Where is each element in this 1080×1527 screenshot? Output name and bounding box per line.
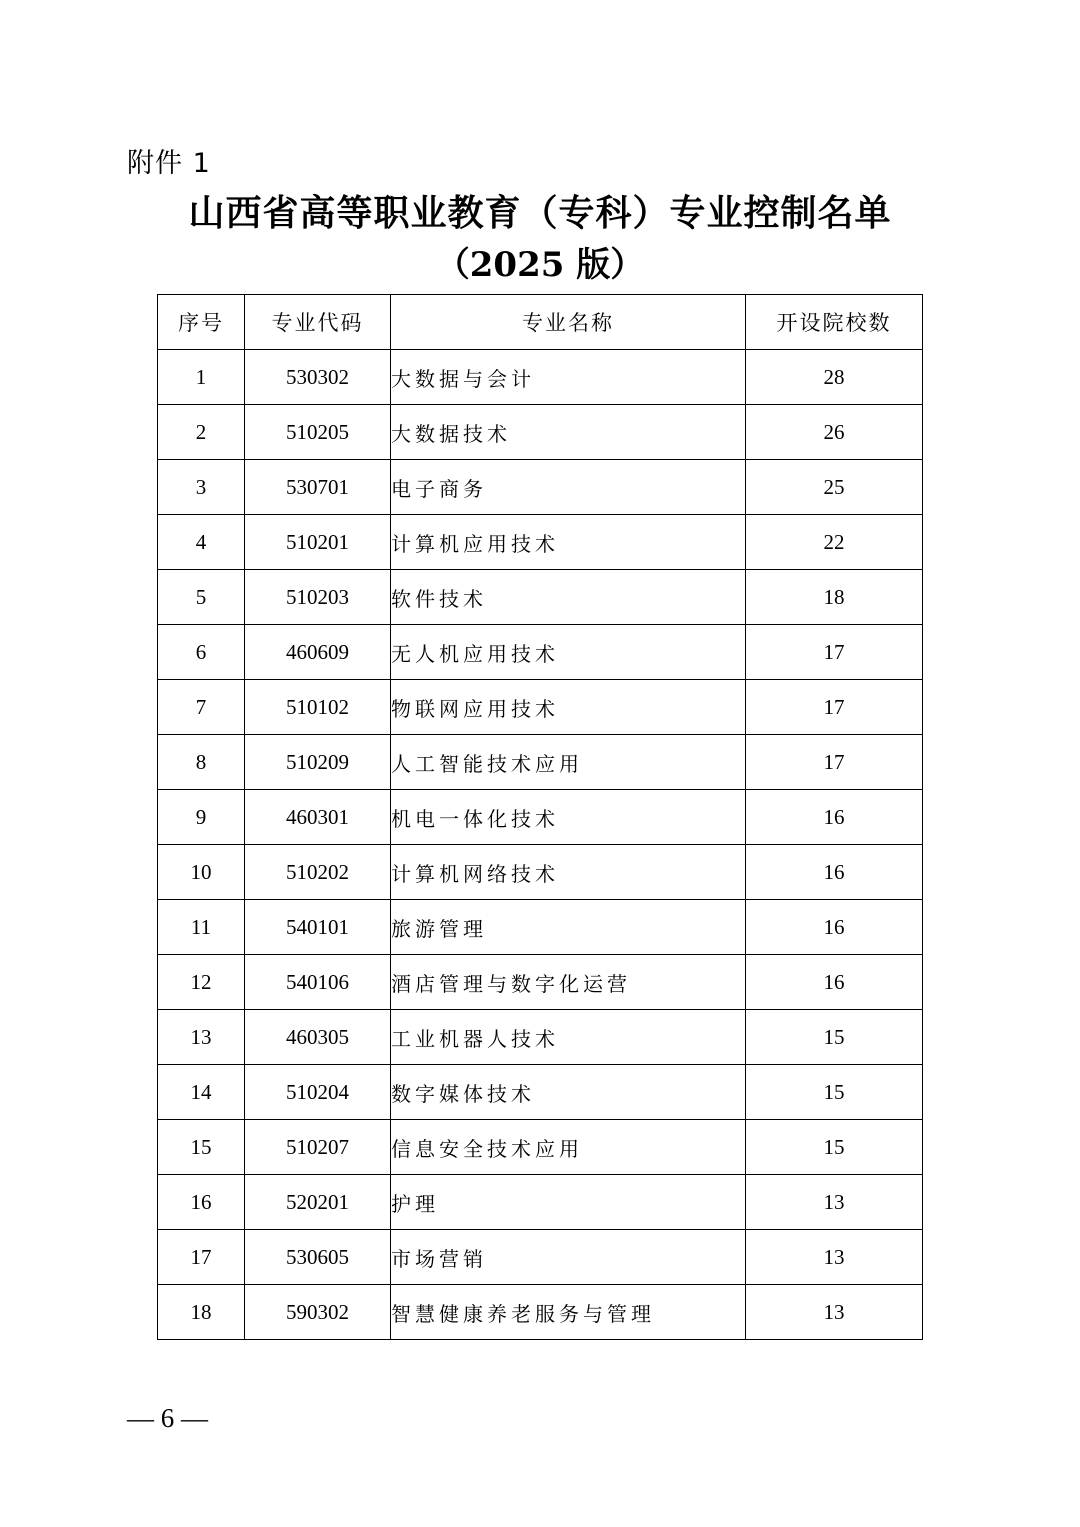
row-name: 物联网应用技术 (391, 680, 746, 735)
row-count: 17 (746, 735, 923, 790)
row-count: 15 (746, 1065, 923, 1120)
row-index: 5 (158, 570, 245, 625)
row-count: 28 (746, 350, 923, 405)
row-code: 530302 (245, 350, 391, 405)
header-index: 序号 (158, 295, 245, 350)
row-name: 计算机网络技术 (391, 845, 746, 900)
row-count: 13 (746, 1175, 923, 1230)
row-index: 3 (158, 460, 245, 515)
row-code: 460301 (245, 790, 391, 845)
row-name: 人工智能技术应用 (391, 735, 746, 790)
row-index: 16 (158, 1175, 245, 1230)
row-index: 8 (158, 735, 245, 790)
row-count: 25 (746, 460, 923, 515)
row-name: 无人机应用技术 (391, 625, 746, 680)
attachment-label: 附件 1 (127, 148, 211, 179)
table-row (158, 790, 923, 845)
table-row (158, 1010, 923, 1065)
page-number: — 6 — (127, 1403, 208, 1433)
row-name: 数字媒体技术 (391, 1065, 746, 1120)
row-index: 15 (158, 1120, 245, 1175)
table-row (158, 570, 923, 625)
row-count: 17 (746, 625, 923, 680)
table-row (158, 515, 923, 570)
row-name: 市场营销 (391, 1230, 746, 1285)
row-count: 16 (746, 955, 923, 1010)
row-index: 12 (158, 955, 245, 1010)
row-index: 14 (158, 1065, 245, 1120)
table-row (158, 845, 923, 900)
row-name: 机电一体化技术 (391, 790, 746, 845)
row-count: 16 (746, 845, 923, 900)
row-count: 15 (746, 1010, 923, 1065)
table-header-row (158, 295, 923, 350)
row-name: 智慧健康养老服务与管理 (391, 1285, 746, 1340)
row-index: 1 (158, 350, 245, 405)
row-name: 大数据与会计 (391, 350, 746, 405)
row-code: 540101 (245, 900, 391, 955)
row-code: 510209 (245, 735, 391, 790)
row-name: 大数据技术 (391, 405, 746, 460)
row-count: 22 (746, 515, 923, 570)
header-count: 开设院校数 (746, 295, 923, 350)
row-name: 软件技术 (391, 570, 746, 625)
document-title: 山西省高等职业教育（专科）专业控制名单 (188, 192, 892, 234)
row-count: 17 (746, 680, 923, 735)
table-row (158, 350, 923, 405)
header-code: 专业代码 (245, 295, 391, 350)
row-code: 510202 (245, 845, 391, 900)
table-row (158, 900, 923, 955)
table-row (158, 1230, 923, 1285)
row-name: 信息安全技术应用 (391, 1120, 746, 1175)
table-body (158, 350, 923, 1340)
table-row (158, 680, 923, 735)
row-index: 9 (158, 790, 245, 845)
row-count: 26 (746, 405, 923, 460)
row-name: 酒店管理与数字化运营 (391, 955, 746, 1010)
row-name: 计算机应用技术 (391, 515, 746, 570)
row-index: 4 (158, 515, 245, 570)
row-index: 13 (158, 1010, 245, 1065)
row-count: 13 (746, 1285, 923, 1340)
row-code: 540106 (245, 955, 391, 1010)
table-row (158, 1285, 923, 1340)
table-row (158, 1120, 923, 1175)
row-index: 7 (158, 680, 245, 735)
row-count: 13 (746, 1230, 923, 1285)
table-row (158, 625, 923, 680)
row-code: 510205 (245, 405, 391, 460)
table-row (158, 735, 923, 790)
row-count: 15 (746, 1120, 923, 1175)
row-index: 17 (158, 1230, 245, 1285)
major-control-table (157, 294, 923, 1340)
table-row (158, 1175, 923, 1230)
row-code: 460609 (245, 625, 391, 680)
row-code: 460305 (245, 1010, 391, 1065)
row-code: 510203 (245, 570, 391, 625)
row-code: 510204 (245, 1065, 391, 1120)
row-code: 510207 (245, 1120, 391, 1175)
row-index: 18 (158, 1285, 245, 1340)
document-subtitle: （2025 版） (435, 245, 645, 285)
row-code: 510201 (245, 515, 391, 570)
table-row (158, 955, 923, 1010)
row-code: 590302 (245, 1285, 391, 1340)
table-row (158, 460, 923, 515)
row-code: 510102 (245, 680, 391, 735)
row-code: 530605 (245, 1230, 391, 1285)
header-name: 专业名称 (391, 295, 746, 350)
table-row (158, 405, 923, 460)
row-name: 护理 (391, 1175, 746, 1230)
row-name: 电子商务 (391, 460, 746, 515)
row-name: 工业机器人技术 (391, 1010, 746, 1065)
row-index: 11 (158, 900, 245, 955)
row-count: 16 (746, 900, 923, 955)
row-code: 530701 (245, 460, 391, 515)
row-name: 旅游管理 (391, 900, 746, 955)
row-index: 2 (158, 405, 245, 460)
row-count: 16 (746, 790, 923, 845)
table-row (158, 1065, 923, 1120)
row-index: 6 (158, 625, 245, 680)
row-count: 18 (746, 570, 923, 625)
row-code: 520201 (245, 1175, 391, 1230)
row-index: 10 (158, 845, 245, 900)
